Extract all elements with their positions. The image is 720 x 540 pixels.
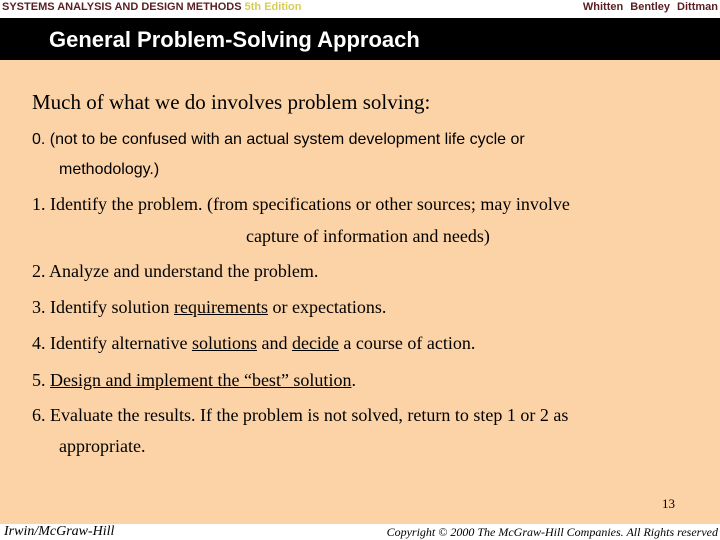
authors-label: Whitten Bentley Dittman <box>582 1 718 13</box>
edition-label: 5th Edition <box>244 1 302 13</box>
step-2: 2. Analyze and understand the problem. <box>32 261 319 281</box>
step-1-line-2: capture of information and needs) <box>246 226 490 246</box>
step-5: 5. Design and implement the “best” solution. <box>32 370 356 390</box>
solutions-underlined: solutions <box>191 333 257 353</box>
decide-underlined: decide <box>291 333 339 353</box>
design-implement-underlined: Design and implement the “best” solution <box>50 370 352 390</box>
step-3: 3. Identify solution requirements or expectations. <box>32 297 387 317</box>
slide-title: General Problem-Solving Approach <box>49 27 420 52</box>
slide-content <box>0 60 720 524</box>
header-bar <box>0 0 720 17</box>
lead-text: Much of what we do involves problem solving: <box>32 90 431 114</box>
step-6-line-1: 6. Evaluate the results. If the problem is not solved, return to step 1 or 2 as <box>32 405 569 425</box>
step-0-line-1: 0. (not to be confused with an actual system development life cycle or <box>32 131 525 148</box>
requirements-underlined: requirements <box>174 297 268 317</box>
footer-bar <box>0 524 720 540</box>
step-6-line-2: appropriate. <box>59 436 146 456</box>
step-4: 4. Identify alternative solutions and decide a course of action. <box>32 333 476 353</box>
page-number: 13 <box>662 496 675 511</box>
publisher-label: Irwin/McGraw-Hill <box>4 524 115 539</box>
step-1-line-1: 1. Identify the problem. (from specifications or other sources; may involve <box>32 194 570 214</box>
title-bar <box>0 18 720 60</box>
book-title: SYSTEMS ANALYSIS AND DESIGN METHODS 5th Edition <box>2 1 302 13</box>
copyright-label: Copyright © 2000 The McGraw-Hill Companies. All Rights reserved <box>386 525 718 539</box>
step-0-line-2: methodology.) <box>59 161 160 178</box>
title-accent <box>0 18 30 60</box>
